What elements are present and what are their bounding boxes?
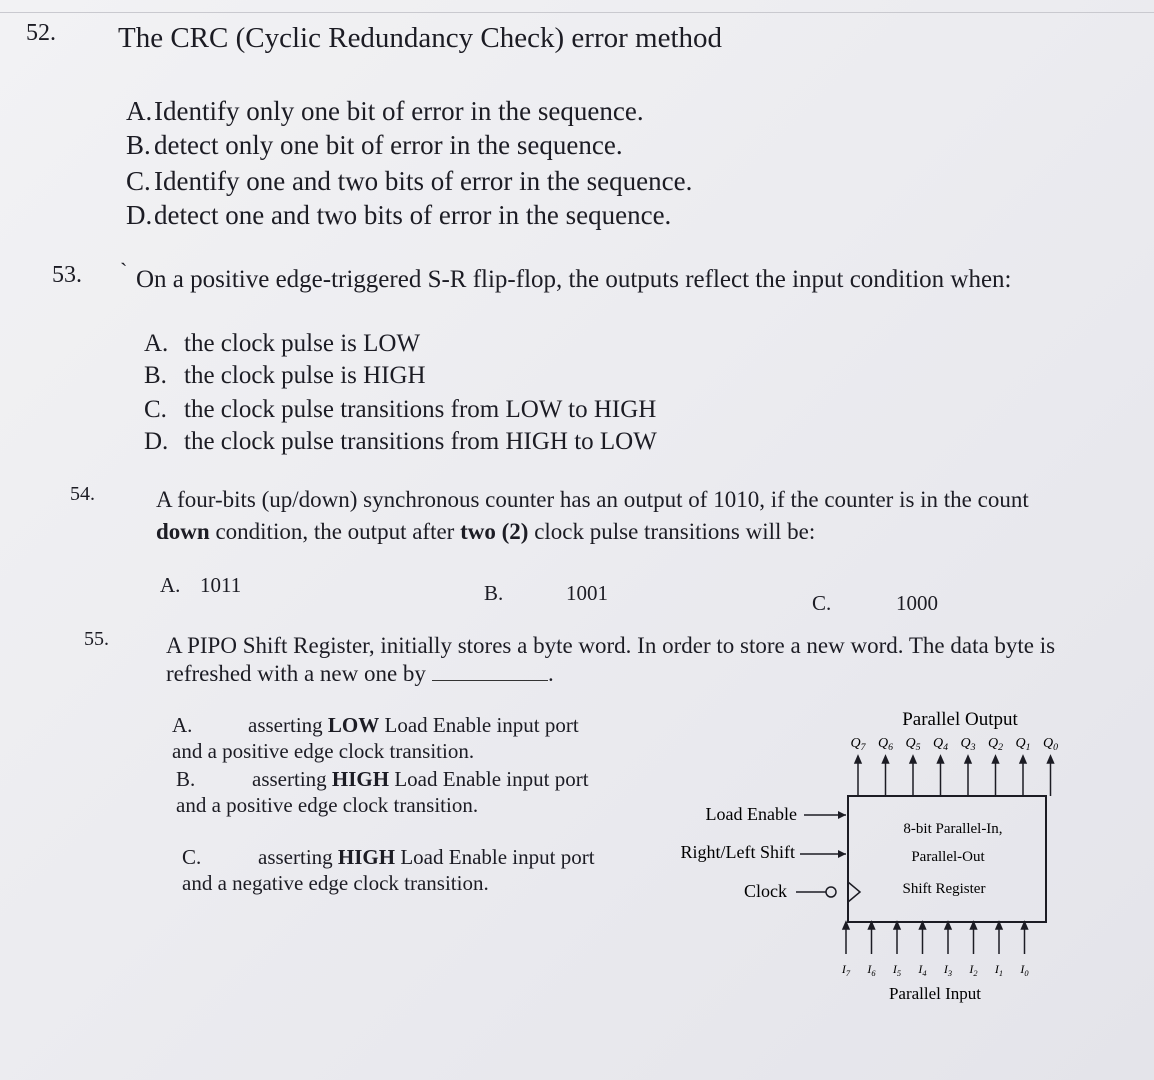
option-letter: A. xyxy=(172,713,193,737)
input-pin-arrow xyxy=(843,922,849,929)
clock-label: Clock xyxy=(744,881,787,901)
q54-bold-down: down xyxy=(156,519,210,544)
option-text-bold: HIGH xyxy=(331,767,390,791)
output-pin-label-q7: $Q_7$ xyxy=(850,736,866,753)
option-text-cont: and a negative edge clock transition. xyxy=(182,871,489,895)
output-pin-label-q4: $Q_4$ xyxy=(932,736,949,753)
option-text-cont: and a positive edge clock transition. xyxy=(172,739,475,763)
q53-mark: ` xyxy=(120,258,128,283)
option-text-post: Load Enable input port xyxy=(389,767,589,791)
input-pin-arrow xyxy=(920,922,926,929)
output-pin-label-q2: $Q_2$ xyxy=(987,736,1004,753)
input-pin-label-i2: $I_2$ xyxy=(969,962,978,978)
option-text: the clock pulse is LOW xyxy=(184,330,421,357)
input-pin-label-i1: $I_1$ xyxy=(994,962,1004,978)
option-text-post: Load Enable input port xyxy=(395,845,595,869)
input-pin-label-i5: $I_5$ xyxy=(892,962,902,978)
output-pin-arrow xyxy=(938,756,944,763)
output-pin-arrow xyxy=(993,756,999,763)
output-pin-arrow xyxy=(1048,756,1054,763)
option-text-cont: and a positive edge clock transition. xyxy=(176,793,479,817)
option-text-pre: asserting xyxy=(258,845,338,869)
option-letter: A. xyxy=(160,573,181,597)
option-text: the clock pulse is HIGH xyxy=(184,362,426,389)
input-pin-label-i3: $I_3$ xyxy=(943,962,953,978)
output-pin-arrow xyxy=(1020,756,1026,763)
q52-number: 52. xyxy=(26,20,56,46)
input-pin-arrow xyxy=(869,922,875,929)
option-text: 1001 xyxy=(566,581,608,605)
option-letter: D. xyxy=(144,428,169,455)
option-text-pre: asserting xyxy=(252,767,332,791)
q55-text-part: refreshed with a new one by xyxy=(166,661,426,686)
right-left-shift-label: Right/Left Shift xyxy=(680,842,795,862)
option-text: the clock pulse transitions from HIGH to LOW xyxy=(184,428,657,455)
right-left-shift-arrow xyxy=(838,850,846,858)
option-letter: B. xyxy=(484,581,504,605)
option-letter: A. xyxy=(126,96,153,126)
input-pin-label-i7: $I_7$ xyxy=(841,962,851,978)
option-text-bold: LOW xyxy=(327,713,380,737)
option-letter: A. xyxy=(144,330,169,357)
register-label-line1: 8-bit Parallel-In, xyxy=(903,821,1003,837)
load-enable-arrow xyxy=(838,811,846,819)
input-pin-arrow xyxy=(996,922,1002,929)
output-pin-arrow xyxy=(855,756,861,763)
option-text: detect only one bit of error in the sequence. xyxy=(154,130,623,160)
q52-text: The CRC (Cyclic Redundancy Check) error method xyxy=(118,22,723,54)
q54-number: 54. xyxy=(70,483,95,505)
output-pin-label-q3: $Q_3$ xyxy=(960,736,976,753)
option-text-post: Load Enable input port xyxy=(379,713,579,737)
register-label-line3: Shift Register xyxy=(902,881,986,897)
option-text: Identify one and two bits of error in the sequence. xyxy=(154,166,693,196)
q55-text-line1: A PIPO Shift Register, initially stores a byte word. In order to store a new word. The data byte is xyxy=(166,633,1056,658)
option-letter: C. xyxy=(144,396,167,423)
option-text: detect one and two bits of error in the sequence. xyxy=(154,200,672,230)
clock-edge-symbol xyxy=(848,882,860,902)
input-pin-arrow xyxy=(971,922,977,929)
register-label-line2: Parallel-Out xyxy=(911,849,985,865)
output-pin-label-q6: $Q_6$ xyxy=(877,736,894,753)
output-pin-arrow xyxy=(883,756,889,763)
option-letter: B. xyxy=(126,130,151,160)
clock-inversion-bubble xyxy=(826,887,836,897)
option-letter: C. xyxy=(126,166,151,196)
input-pin-arrow xyxy=(1022,922,1028,929)
q54-text-part: condition, the output after xyxy=(209,519,461,544)
output-pin-arrow xyxy=(910,756,916,763)
option-letter: B. xyxy=(176,767,196,791)
option-text: the clock pulse transitions from LOW to HIGH xyxy=(184,396,657,423)
option-letter: C. xyxy=(812,591,832,615)
input-pin-arrow xyxy=(945,922,951,929)
input-pin-label-i4: $I_4$ xyxy=(918,962,927,978)
q53-number: 53. xyxy=(52,262,82,288)
input-pin-arrow xyxy=(894,922,900,929)
option-text: 1011 xyxy=(200,573,242,597)
q55-number: 55. xyxy=(84,628,109,650)
output-pin-label-q1: $Q_1$ xyxy=(1015,736,1031,753)
q53-text: On a positive edge-triggered S-R flip-flop, the outputs reflect the input condition when: xyxy=(136,266,1012,293)
option-letter: B. xyxy=(144,362,167,389)
option-letter: C. xyxy=(182,845,202,869)
input-pin-label-i6: $I_6$ xyxy=(867,962,876,978)
parallel-input-title: Parallel Input xyxy=(888,984,982,1003)
parallel-output-title: Parallel Output xyxy=(902,709,1018,730)
option-text-bold: HIGH xyxy=(337,845,396,869)
q55-text-end: . xyxy=(547,661,554,686)
input-pin-label-i0: $I_0$ xyxy=(1020,962,1029,978)
q54-text-line1: A four-bits (up/down) synchronous counter has an output of 1010, if the counter is in the count xyxy=(156,487,1029,512)
option-text: Identify only one bit of error in the sequence. xyxy=(154,96,644,126)
output-pin-label-q0: $Q_0$ xyxy=(1042,736,1059,753)
q54-text-end: clock pulse transitions will be: xyxy=(528,519,816,544)
option-text: 1000 xyxy=(896,591,938,615)
output-pin-arrow xyxy=(965,756,971,763)
q54-bold-two: two (2) xyxy=(460,519,529,544)
output-pin-label-q5: $Q_5$ xyxy=(905,736,921,753)
option-letter: D. xyxy=(126,200,153,230)
load-enable-label: Load Enable xyxy=(705,804,797,824)
option-text-pre: asserting xyxy=(248,713,328,737)
